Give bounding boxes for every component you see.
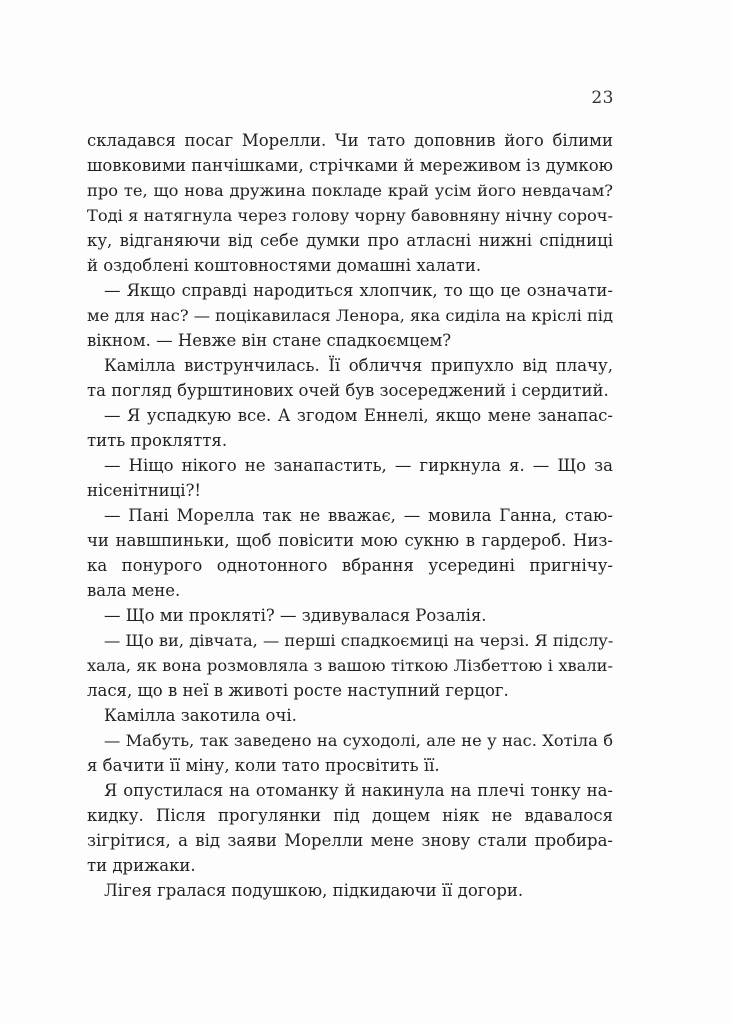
text-line: ме для нас? — поцікавилася Ленора, яка сиділа на кріслі під	[87, 306, 613, 325]
text-line: хала, як вона розмовляла з вашою тіткою Лізбеттою і хвали-	[87, 656, 613, 675]
text-line: Тоді я натягнула через голову чорну бавовняну нічну сороч-	[87, 206, 613, 225]
text-line: зігрітися, а від заяви Морелли мене знову стали пробира-	[87, 831, 613, 850]
text-line: ку, відганяючи від себе думки про атласні нижні спідниці	[87, 231, 613, 250]
text-line: Камілла закотила очі.	[104, 706, 297, 725]
text-line: ка понурого однотонного вбрання усередині пригнічу-	[87, 556, 613, 575]
text-line: — Пані Морелла так не вважає, — мовила Ганна, стаю-	[104, 506, 613, 525]
text-line: кидку. Після прогулянки під дощем ніяк не вдавалося	[87, 806, 613, 825]
text-line: — Мабуть, так заведено на суходолі, але не у нас. Хотіла б	[104, 731, 613, 750]
text-line: тить прокляття.	[87, 431, 228, 450]
body-text	[87, 128, 613, 903]
text-line: та погляд бурштинових очей був зосереджений і сердитий.	[87, 381, 609, 400]
text-line: й оздоблені коштовностями домашні халати.	[87, 256, 482, 275]
text-line: вала мене.	[87, 581, 181, 600]
text-line: я бачити її міну, коли тато просвітить її.	[87, 756, 440, 775]
text-line: чи навшпиньки, щоб повісити мою сукню в гардероб. Низ-	[87, 531, 613, 550]
text-line: про те, що нова дружина покладе край усім його невдачам?	[87, 181, 613, 200]
text-line: лася, що в неї в животі росте наступний герцог.	[87, 681, 509, 700]
text-line: вікном. — Невже він стане спадкоємцем?	[87, 331, 452, 350]
text-line: — Якщо справді народиться хлопчик, то що це означати-	[104, 281, 613, 300]
text-line: — Я успадкую все. А згодом Еннелі, якщо мене занапас-	[104, 406, 613, 425]
text-line: — Що ви, дівчата, — перші спадкоємиці на черзі. Я підслу-	[104, 631, 614, 650]
text-line: шовковими панчішками, стрічками й мереживом із думкою	[87, 156, 613, 175]
text-line: — Що ми прокляті? — здивувалася Розалія.	[104, 606, 487, 625]
text-line: Я опустилася на отоманку й накинула на плечі тонку на-	[104, 781, 613, 800]
page-number: 23	[591, 88, 614, 108]
text-line: ти дрижаки.	[87, 856, 196, 875]
text-line: — Ніщо нікого не занапастить, — гиркнула я. — Що за	[104, 456, 613, 475]
text-line: нісенітниці?!	[87, 481, 202, 500]
text-line: складався посаг Морелли. Чи тато доповнив його білими	[87, 131, 613, 150]
text-line: Камілла виструнчилась. Її обличчя припухло від плачу,	[104, 356, 613, 375]
text-line: Лігея гралася подушкою, підкидаючи її догори.	[104, 881, 524, 900]
